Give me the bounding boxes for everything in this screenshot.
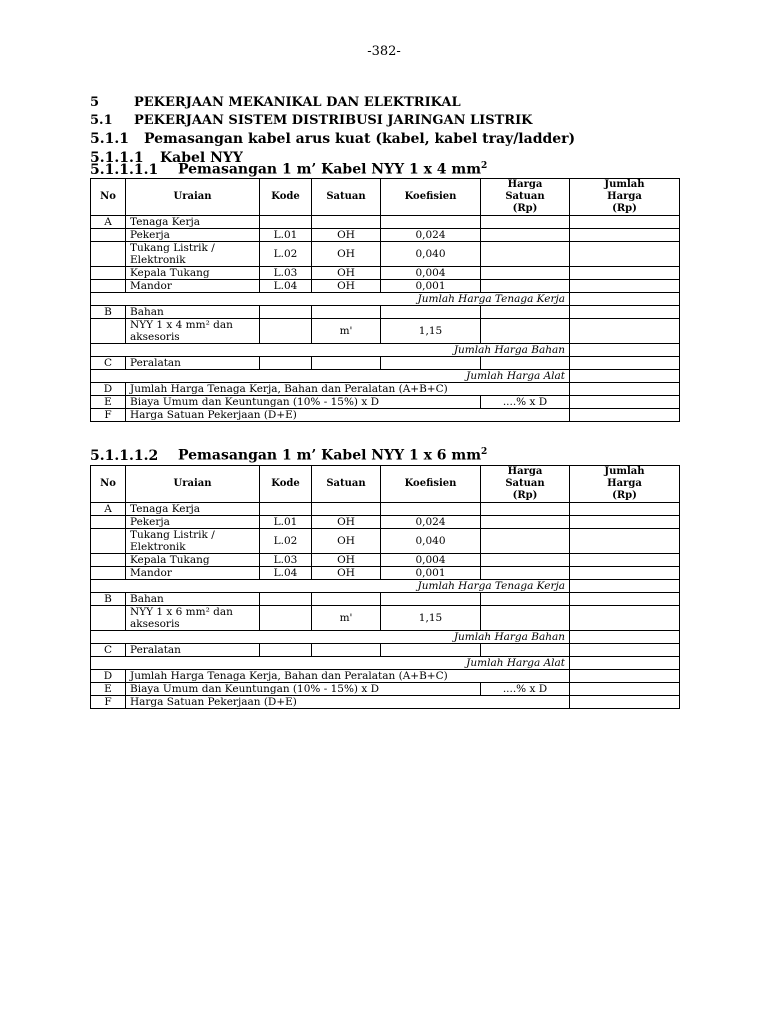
col-uraian: Uraian [126, 466, 260, 503]
table-row [91, 529, 680, 554]
total-label: Jumlah Harga Tenaga Kerja, Bahan dan Peralatan (A+B+C) [126, 670, 570, 683]
item-koefisien: 0,024 [381, 229, 481, 242]
overhead-row-e [91, 396, 680, 409]
item-koefisien: 0,004 [381, 267, 481, 280]
subtotal-row-tools [91, 657, 680, 670]
table-row [91, 606, 680, 631]
table-title: Pemasangan 1 m’ Kabel NYY 1 x 6 mm [178, 447, 482, 464]
item-koefisien: 0,040 [381, 242, 481, 267]
item-uraian: Pekerja [126, 229, 260, 242]
col-no: No [91, 179, 126, 216]
item-uraian: Kepala Tukang [126, 554, 260, 567]
item-uraian: Mandor [126, 567, 260, 580]
heading-number: 5.1.1.1 [90, 150, 144, 166]
table-row [91, 319, 680, 344]
row-no: B [91, 306, 126, 319]
row-no: D [91, 670, 126, 683]
item-satuan: OH [312, 229, 381, 242]
overhead-percent: ....% x D [481, 396, 570, 409]
table-row [91, 280, 680, 293]
heading-text: PEKERJAAN MEKANIKAL DAN ELEKTRIKAL [134, 95, 461, 110]
item-kode: L.02 [260, 242, 312, 267]
row-no: F [91, 409, 126, 422]
subtotal-row-material [91, 344, 680, 357]
unit-price-row-f [91, 409, 680, 422]
row-no: A [91, 216, 126, 229]
item-uraian: Kepala Tukang [126, 267, 260, 280]
heading-level-1 [90, 95, 690, 113]
item-satuan: OH [312, 280, 381, 293]
subtotal-label: Jumlah Harga Alat [91, 370, 570, 383]
item-satuan: m' [312, 606, 381, 631]
table-header-row [91, 466, 680, 503]
item-kode: L.03 [260, 267, 312, 280]
item-uraian: Tukang Listrik / Elektronik [126, 242, 260, 267]
subtotal-row-labor [91, 580, 680, 593]
heading-text: Pemasangan kabel arus kuat (kabel, kabel tray/ladder) [144, 131, 576, 147]
heading-level-2 [90, 113, 690, 131]
overhead-label: Biaya Umum dan Keuntungan (10% - 15%) x D [126, 683, 481, 696]
item-satuan: OH [312, 554, 381, 567]
col-no: No [91, 466, 126, 503]
item-kode: L.01 [260, 516, 312, 529]
item-uraian: Pekerja [126, 516, 260, 529]
col-koefisien: Koefisien [381, 179, 481, 216]
table-2-title [90, 447, 487, 464]
col-jumlah-harga: Jumlah Harga (Rp) [570, 466, 680, 503]
page-number: -382- [367, 44, 401, 59]
table-header-row [91, 179, 680, 216]
item-uraian: Tukang Listrik / Elektronik [126, 529, 260, 554]
subtotal-label: Jumlah Harga Tenaga Kerja [91, 580, 570, 593]
col-jumlah-harga: Jumlah Harga (Rp) [570, 179, 680, 216]
item-kode: L.04 [260, 280, 312, 293]
item-satuan: m' [312, 319, 381, 344]
col-kode: Kode [260, 179, 312, 216]
unit-price-label: Harga Satuan Pekerjaan (D+E) [126, 409, 570, 422]
item-koefisien: 0,001 [381, 567, 481, 580]
group-row-tools [91, 357, 680, 370]
row-no: E [91, 396, 126, 409]
superscript: 2 [481, 447, 488, 457]
section-headings [90, 92, 690, 169]
group-label: Bahan [126, 593, 260, 606]
group-label: Peralatan [126, 644, 260, 657]
group-label: Tenaga Kerja [126, 216, 260, 229]
group-row-labor [91, 216, 680, 229]
subtotal-label: Jumlah Harga Bahan [91, 344, 570, 357]
item-kode: L.02 [260, 529, 312, 554]
unit-price-table-2 [90, 465, 680, 709]
item-satuan: OH [312, 242, 381, 267]
table-row [91, 242, 680, 267]
item-koefisien: 0,004 [381, 554, 481, 567]
col-satuan: Satuan [312, 466, 381, 503]
item-satuan: OH [312, 567, 381, 580]
overhead-row-e [91, 683, 680, 696]
item-satuan: OH [312, 516, 381, 529]
total-row-d [91, 383, 680, 396]
table-number: 5.1.1.1.2 [90, 447, 159, 464]
group-row-material [91, 306, 680, 319]
table-row [91, 554, 680, 567]
unit-price-table-1 [90, 178, 680, 422]
item-uraian: Mandor [126, 280, 260, 293]
total-label: Jumlah Harga Tenaga Kerja, Bahan dan Peralatan (A+B+C) [126, 383, 570, 396]
item-koefisien: 1,15 [381, 319, 481, 344]
subtotal-label: Jumlah Harga Bahan [91, 631, 570, 644]
item-satuan: OH [312, 267, 381, 280]
unit-price-label: Harga Satuan Pekerjaan (D+E) [126, 696, 570, 709]
overhead-label: Biaya Umum dan Keuntungan (10% - 15%) x D [126, 396, 481, 409]
item-kode: L.01 [260, 229, 312, 242]
item-koefisien: 1,15 [381, 606, 481, 631]
table-row [91, 267, 680, 280]
superscript: 2 [481, 161, 488, 171]
item-kode: L.04 [260, 567, 312, 580]
heading-number: 5 [90, 95, 100, 110]
table-row [91, 229, 680, 242]
subtotal-row-labor [91, 293, 680, 306]
col-harga-satuan: Harga Satuan (Rp) [481, 466, 570, 503]
group-label: Bahan [126, 306, 260, 319]
col-harga-satuan: Harga Satuan (Rp) [481, 179, 570, 216]
item-koefisien: 0,001 [381, 280, 481, 293]
row-no: E [91, 683, 126, 696]
row-no: C [91, 357, 126, 370]
item-uraian: NYY 1 x 4 mm² dan aksesoris [126, 319, 260, 344]
item-koefisien: 0,024 [381, 516, 481, 529]
item-koefisien: 0,040 [381, 529, 481, 554]
overhead-percent: ....% x D [481, 683, 570, 696]
heading-text: Kabel NYY [160, 150, 243, 166]
group-label: Tenaga Kerja [126, 503, 260, 516]
item-uraian: NYY 1 x 6 mm² dan aksesoris [126, 606, 260, 631]
heading-number: 5.1.1 [90, 131, 129, 147]
col-satuan: Satuan [312, 179, 381, 216]
row-no: D [91, 383, 126, 396]
table-number: 5.1.1.1.1 [90, 161, 159, 178]
row-no: F [91, 696, 126, 709]
subtotal-row-material [91, 631, 680, 644]
table-row [91, 516, 680, 529]
heading-text: PEKERJAAN SISTEM DISTRIBUSI JARINGAN LISTRIK [134, 113, 533, 128]
table-row [91, 567, 680, 580]
col-koefisien: Koefisien [381, 466, 481, 503]
heading-level-3 [90, 131, 690, 150]
subtotal-row-tools [91, 370, 680, 383]
group-row-labor [91, 503, 680, 516]
unit-price-row-f [91, 696, 680, 709]
col-uraian: Uraian [126, 179, 260, 216]
item-satuan: OH [312, 529, 381, 554]
group-row-material [91, 593, 680, 606]
table-1-title [90, 161, 487, 178]
row-no: C [91, 644, 126, 657]
table-title: Pemasangan 1 m’ Kabel NYY 1 x 4 mm [178, 161, 482, 178]
row-no: B [91, 593, 126, 606]
row-no: A [91, 503, 126, 516]
total-row-d [91, 670, 680, 683]
group-label: Peralatan [126, 357, 260, 370]
heading-number: 5.1 [90, 113, 113, 128]
col-kode: Kode [260, 466, 312, 503]
subtotal-label: Jumlah Harga Tenaga Kerja [91, 293, 570, 306]
group-row-tools [91, 644, 680, 657]
item-kode: L.03 [260, 554, 312, 567]
subtotal-label: Jumlah Harga Alat [91, 657, 570, 670]
